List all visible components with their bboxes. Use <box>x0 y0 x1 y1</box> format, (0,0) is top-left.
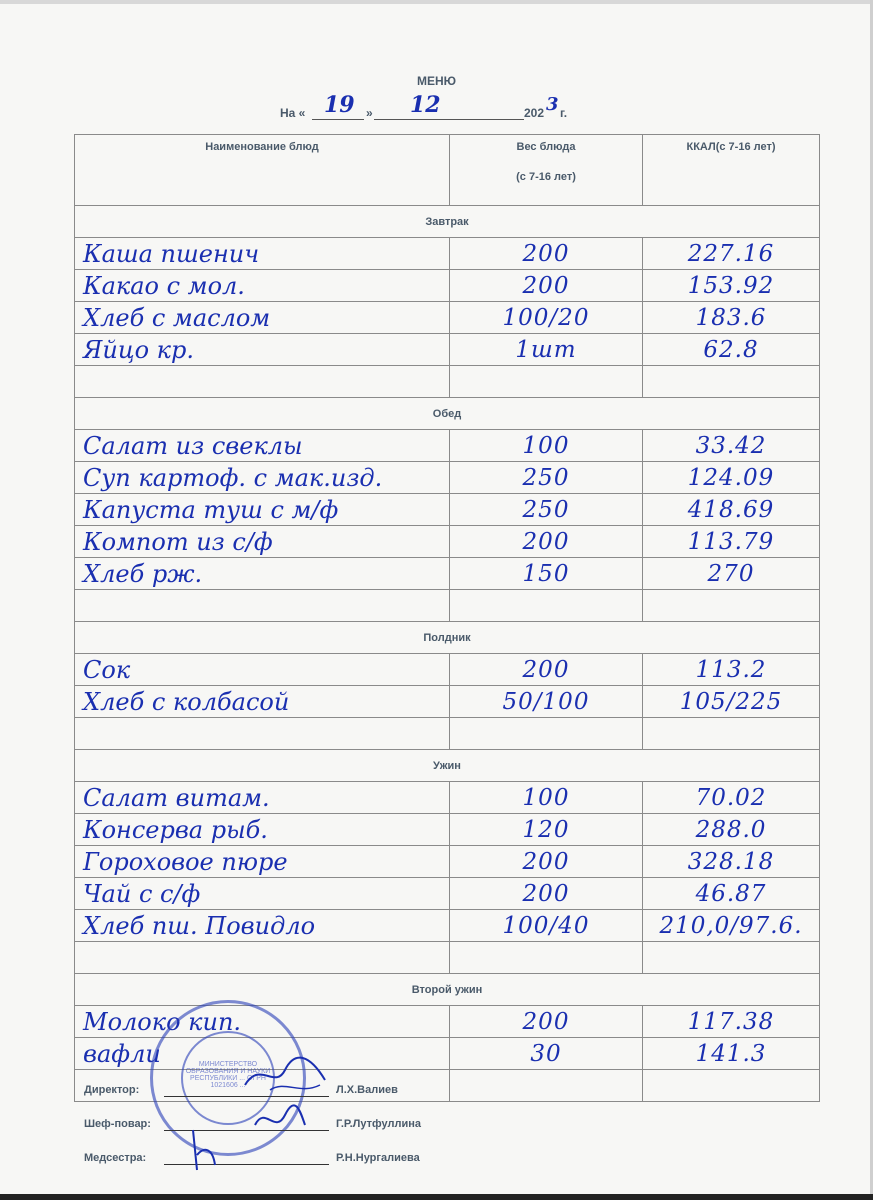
section-row <box>75 398 820 430</box>
blank-cell <box>643 942 820 974</box>
dish-name: Хлеб пш. Повидло <box>75 910 450 942</box>
dish-kcal: 210,0/97.6. <box>643 910 820 942</box>
dish-kcal: 70.02 <box>643 782 820 814</box>
table-row <box>75 270 820 302</box>
dish-name: Суп картоф. с мак.изд. <box>75 462 450 494</box>
table-row <box>75 654 820 686</box>
dish-weight: 250 <box>450 462 643 494</box>
dish-name: Салат витам. <box>75 782 450 814</box>
menu-body <box>75 206 820 1102</box>
dish-weight: 250 <box>450 494 643 526</box>
section-row <box>75 206 820 238</box>
director-signature-icon <box>240 1050 330 1100</box>
blank-cell <box>75 590 450 622</box>
table-row <box>75 238 820 270</box>
blank-cell <box>643 718 820 750</box>
dish-kcal: 153.92 <box>643 270 820 302</box>
chef-signature-icon <box>250 1100 310 1140</box>
blank-cell <box>75 366 450 398</box>
dish-name: Компот из с/ф <box>75 526 450 558</box>
dish-kcal: 270 <box>643 558 820 590</box>
year-prefix: 202 <box>524 106 545 120</box>
table-row <box>75 878 820 910</box>
dish-kcal: 33.42 <box>643 430 820 462</box>
menu-table <box>74 134 820 1102</box>
signature-name: Р.Н.Нургалиева <box>336 1152 420 1164</box>
dish-name: Гороховое пюре <box>75 846 450 878</box>
section-title: Ужин <box>75 750 820 782</box>
dish-weight: 100 <box>450 782 643 814</box>
blank-cell <box>450 718 643 750</box>
table-row <box>75 910 820 942</box>
section-row <box>75 750 820 782</box>
dish-kcal: 117.38 <box>643 1006 820 1038</box>
dish-weight: 120 <box>450 814 643 846</box>
table-row <box>75 814 820 846</box>
date-year-digit: 3 <box>546 94 559 115</box>
dish-name: Капуста туш с м/ф <box>75 494 450 526</box>
section-row <box>75 622 820 654</box>
dish-name: Молоко кип. <box>75 1006 450 1038</box>
header-weight <box>450 135 643 206</box>
header-weight-age: (с 7-16 лет) <box>516 171 576 183</box>
dish-weight: 200 <box>450 878 643 910</box>
date-mid: » <box>366 106 373 120</box>
signature-role: Директор: <box>84 1084 140 1096</box>
dish-kcal: 113.2 <box>643 654 820 686</box>
section-title: Обед <box>75 398 820 430</box>
table-row <box>75 846 820 878</box>
section-title: Завтрак <box>75 206 820 238</box>
dish-name: Каша пшенич <box>75 238 450 270</box>
date-line <box>280 92 600 124</box>
dish-weight: 100/20 <box>450 302 643 334</box>
signature-row-nurse <box>84 1148 504 1178</box>
dish-kcal: 418.69 <box>643 494 820 526</box>
dish-weight: 50/100 <box>450 686 643 718</box>
section-title: Второй ужин <box>75 974 820 1006</box>
table-row <box>75 334 820 366</box>
blank-cell <box>450 942 643 974</box>
header-dish: Наименование блюд <box>75 135 450 206</box>
dish-name: вафли <box>75 1038 450 1070</box>
table-row <box>75 430 820 462</box>
dish-name: Яйцо кр. <box>75 334 450 366</box>
blank-cell <box>643 590 820 622</box>
dish-weight: 200 <box>450 238 643 270</box>
blank-cell <box>75 718 450 750</box>
dish-name: Чай с с/ф <box>75 878 450 910</box>
dish-name: Салат из свеклы <box>75 430 450 462</box>
dish-name: Консерва рыб. <box>75 814 450 846</box>
table-header <box>75 135 820 206</box>
dish-name: Хлеб с маслом <box>75 302 450 334</box>
dish-name: Хлеб рж. <box>75 558 450 590</box>
dish-weight: 200 <box>450 846 643 878</box>
blank-row <box>75 366 820 398</box>
dish-name: Хлеб с колбасой <box>75 686 450 718</box>
header-kcal: ККАЛ(с 7-16 лет) <box>643 135 820 206</box>
dish-kcal: 62.8 <box>643 334 820 366</box>
header-weight-label: Вес блюда <box>516 141 576 153</box>
dish-kcal: 124.09 <box>643 462 820 494</box>
table-row <box>75 526 820 558</box>
blank-cell <box>643 366 820 398</box>
date-month: 12 <box>410 92 441 118</box>
blank-cell <box>75 942 450 974</box>
table-row <box>75 302 820 334</box>
page-edge-top <box>0 0 873 4</box>
dish-weight: 200 <box>450 1006 643 1038</box>
signature-role: Медсестра: <box>84 1152 147 1164</box>
blank-row <box>75 942 820 974</box>
dish-weight: 200 <box>450 526 643 558</box>
dish-kcal: 183.6 <box>643 302 820 334</box>
blank-cell <box>450 366 643 398</box>
dish-weight: 200 <box>450 654 643 686</box>
dish-kcal: 46.87 <box>643 878 820 910</box>
dish-kcal: 227.16 <box>643 238 820 270</box>
month-underline <box>374 119 524 120</box>
dish-weight: 200 <box>450 270 643 302</box>
signature-role: Шеф-повар: <box>84 1118 151 1130</box>
day-underline <box>312 119 364 120</box>
page-edge-bottom <box>0 1194 873 1200</box>
date-prefix: На « <box>280 106 306 120</box>
table-row <box>75 782 820 814</box>
dish-kcal: 113.79 <box>643 526 820 558</box>
dish-name: Сок <box>75 654 450 686</box>
dish-kcal: 141.3 <box>643 1038 820 1070</box>
date-day: 19 <box>324 92 355 118</box>
dish-name: Какао с мол. <box>75 270 450 302</box>
dish-weight: 1шт <box>450 334 643 366</box>
blank-cell <box>643 1070 820 1102</box>
blank-cell <box>450 590 643 622</box>
section-title: Полдник <box>75 622 820 654</box>
dish-kcal: 328.18 <box>643 846 820 878</box>
dish-kcal: 288.0 <box>643 814 820 846</box>
table-row <box>75 494 820 526</box>
section-row <box>75 974 820 1006</box>
nurse-signature-icon <box>185 1125 225 1175</box>
dish-weight: 30 <box>450 1038 643 1070</box>
table-row <box>75 686 820 718</box>
dish-kcal: 105/225 <box>643 686 820 718</box>
page-title: МЕНЮ <box>416 74 457 88</box>
blank-row <box>75 718 820 750</box>
signature-name: Г.Р.Лутфуллина <box>336 1118 421 1130</box>
table-row <box>75 462 820 494</box>
dish-weight: 100 <box>450 430 643 462</box>
signature-name: Л.Х.Валиев <box>336 1084 398 1096</box>
blank-row <box>75 590 820 622</box>
year-suffix: г. <box>560 106 568 120</box>
stamp-text: МИНИСТЕРСТВО ОБРАЗОВАНИЯ И НАУКИ РЕСПУБЛИКИ ... ОГРН 1021606 ... <box>185 1061 271 1089</box>
dish-weight: 150 <box>450 558 643 590</box>
dish-weight: 100/40 <box>450 910 643 942</box>
table-row <box>75 558 820 590</box>
